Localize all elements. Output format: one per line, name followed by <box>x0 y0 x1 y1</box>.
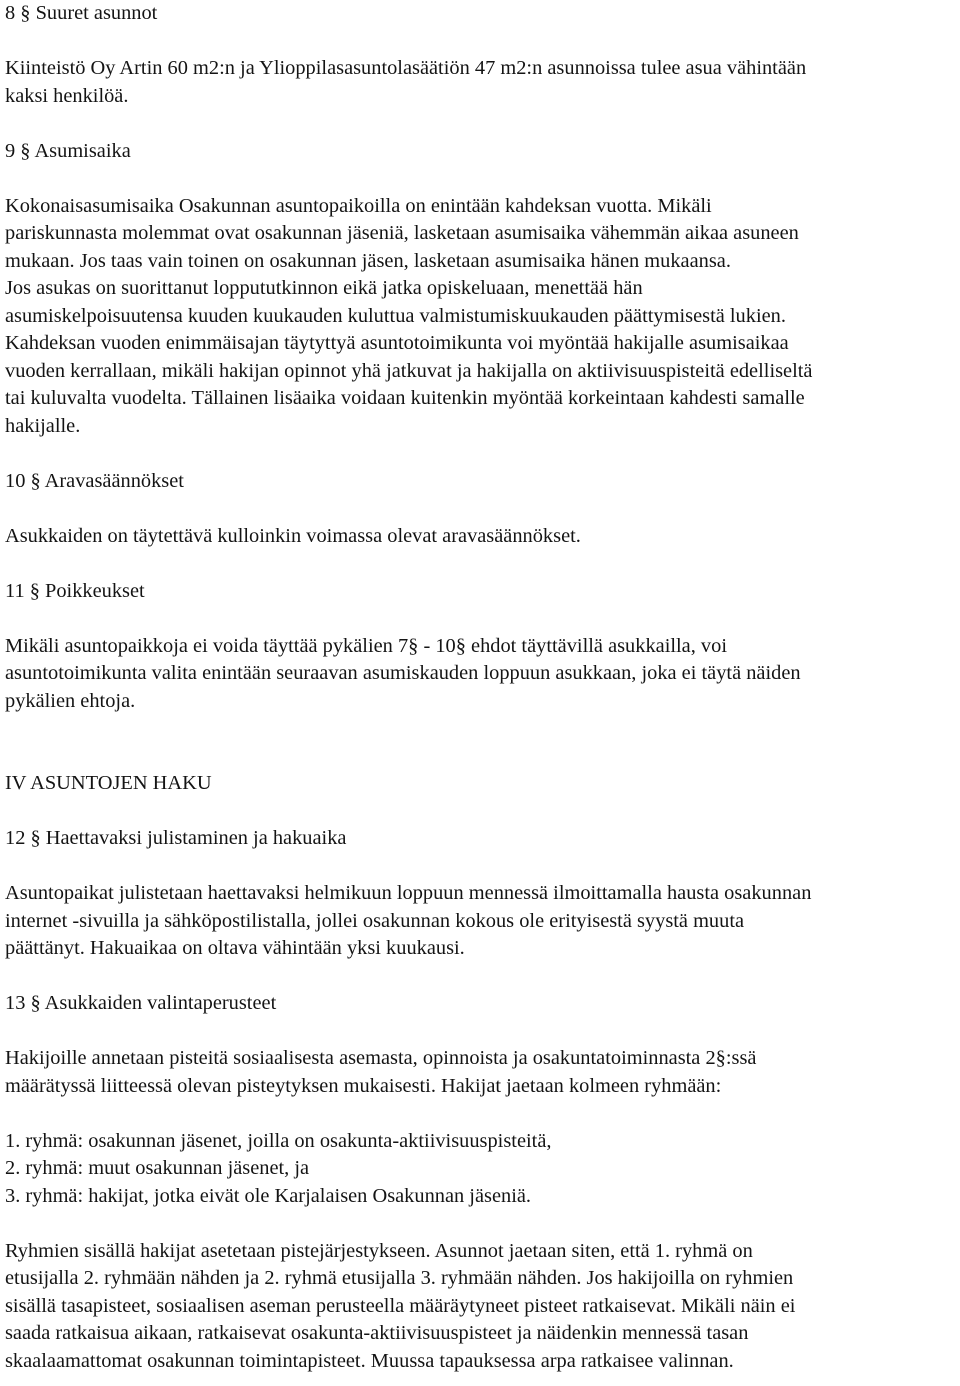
section-9-heading: 9 § Asumisaika <box>5 139 131 162</box>
spacer <box>5 165 957 193</box>
section-11-line: pykälien ehtoja. <box>5 689 136 712</box>
spacer <box>5 715 957 770</box>
section-9-line: tai kuluvalta vuodelta. Tällainen lisäaika voidaan kuitenkin myöntää korkeintaan kahdesti samalle <box>5 387 805 409</box>
section-9-line: Kahdeksan vuoden enimmäisajan täytyttyä asuntotoimikunta voi myöntää hakijalle asumisaikaa <box>5 332 789 354</box>
section-9-line: Jos asukas on suorittanut loppututkinnon eikä jatka opiskeluaan, menettää hän <box>5 277 643 299</box>
section-11-line: Mikäli asuntopaikkoja ei voida täyttää pykälien 7§ - 10§ ehdot täyttävillä asukkailla, voi <box>5 634 727 657</box>
section-13-line: skaalaamattomat osakunnan toimintapisteet. Muussa tapauksessa arpa ratkaisee valinnan. <box>5 1349 734 1372</box>
spacer <box>5 853 957 881</box>
section-13-line: määrätyssä liitteessä olevan pisteytyksen mukaisesti. Hakijat jaetaan kolmeen ryhmään: <box>5 1074 722 1097</box>
section-12-heading: 12 § Haettavaksi julistaminen ja hakuaika <box>5 827 347 849</box>
spacer <box>5 1018 957 1046</box>
section-9-line: hakijalle. <box>5 414 81 437</box>
spacer <box>5 28 957 56</box>
group-list-item: 1. ryhmä: osakunnan jäsenet, joilla on osakunta-aktiivisuuspisteitä, <box>5 1129 552 1152</box>
spacer <box>5 1100 957 1128</box>
section-9-line: asumiskelpoisuutensa kuuden kuukauden kuluttua valmistumiskuukauden päättymisestä lukien. <box>5 304 786 327</box>
section-13-line: Hakijoille annetaan pisteitä sosiaalisesta asemasta, opinnoista ja osakuntatoiminnasta 2§:ssä <box>5 1047 757 1069</box>
spacer <box>5 605 957 633</box>
section-9-line: pariskunnasta molemmat ovat osakunnan jäseniä, lasketaan asumisaika vähemmän aikaa asuneen <box>5 222 799 244</box>
section-11-heading: 11 § Poikkeukset <box>5 579 145 602</box>
section-9-line: vuoden kerrallaan, mikäli hakijan opinnot yhä jatkuvat ja hakijalla on aktiivisuuspisteitä edelliseltä <box>5 359 813 382</box>
document-page <box>5 0 957 1375</box>
spacer <box>5 495 957 523</box>
spacer <box>5 963 957 991</box>
section-10-heading: 10 § Aravasäännökset <box>5 469 184 492</box>
section-13-line: sisällä tasapisteet, sosiaalisen aseman perusteella määräytyneet pisteet ratkaisevat. Mikäli näin ei <box>5 1294 796 1317</box>
section-11-line: asuntotoimikunta valita enintään seuraavan asumiskauden loppuun asukkaan, joka ei täytä näiden <box>5 662 801 684</box>
section-12-line: internet -sivuilla ja sähköpostilistalla, jollei osakunnan kokous ole erityisestä syystä muuta <box>5 909 745 932</box>
section-13-line: Ryhmien sisällä hakijat asetetaan pistejärjestykseen. Asunnot jaetaan siten, että 1. ryhmä on <box>5 1239 753 1262</box>
spacer <box>5 440 957 468</box>
spacer <box>5 1210 957 1238</box>
section-10-line: Asukkaiden on täytettävä kulloinkin voimassa olevat aravasäännökset. <box>5 524 581 547</box>
section-12-line: Asuntopaikat julistetaan haettavaksi helmikuun loppuun mennessä ilmoittamalla hausta osakunnan <box>5 882 812 904</box>
section-8-line: Kiinteistö Oy Artin 60 m2:n ja Ylioppilasasuntolasäätiön 47 m2:n asunnoissa tulee asua vähintään <box>5 57 807 79</box>
section-13-heading: 13 § Asukkaiden valintaperusteet <box>5 992 277 1014</box>
section-13-line: etusijalla 2. ryhmään nähden ja 2. ryhmä etusijalla 3. ryhmään nähden. Jos hakijoilla on ryhmien <box>5 1267 794 1289</box>
section-12-line: päättänyt. Hakuaikaa on oltava vähintään yksi kuukausi. <box>5 937 465 959</box>
section-13-line: saada ratkaisua aikaan, ratkaisevat osakunta-aktiivisuuspisteet ja näidenkin mennessä tasan <box>5 1322 749 1344</box>
section-9-line: mukaan. Jos taas vain toinen on osakunnan jäsen, lasketaan asumisaika hänen mukaansa. <box>5 249 731 272</box>
spacer <box>5 550 957 578</box>
spacer <box>5 110 957 138</box>
section-8-line: kaksi henkilöä. <box>5 84 129 107</box>
group-list-item: 3. ryhmä: hakijat, jotka eivät ole Karjalaisen Osakunnan jäseniä. <box>5 1184 532 1207</box>
chapter-iv-heading: IV ASUNTOJEN HAKU <box>5 772 212 794</box>
group-list-item: 2. ryhmä: muut osakunnan jäsenet, ja <box>5 1157 310 1179</box>
spacer <box>5 798 957 826</box>
section-9-line: Kokonaisasumisaika Osakunnan asuntopaikoilla on enintään kahdeksan vuotta. Mikäli <box>5 194 712 217</box>
section-8-heading: 8 § Suuret asunnot <box>5 2 158 24</box>
